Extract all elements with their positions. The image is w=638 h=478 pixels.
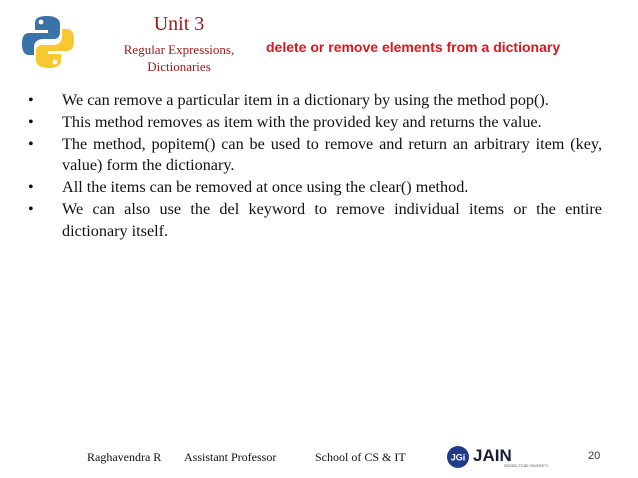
page-number: 20	[588, 450, 601, 462]
bullet-text: All the items can be removed at once using the clear() method.	[62, 178, 469, 197]
bullet-text: We can remove a particular item in a dictionary by using the method pop().	[62, 91, 549, 109]
bullet-marker: •	[28, 112, 34, 131]
footer-author: Raghavendra R	[87, 450, 162, 464]
brand-tagline-text: DEEMED-TO-BE UNIVERSITY	[504, 464, 549, 468]
brand-badge-text: JGi	[450, 452, 466, 463]
bullet-text: This method removes as item with the provided key and returns the value.	[62, 112, 542, 131]
footer-role: Assistant Professor	[184, 450, 277, 464]
footer	[0, 448, 638, 468]
footer-school: School of CS & IT	[315, 450, 406, 464]
unit-subtitle-line1: Regular Expressions,	[123, 42, 235, 57]
unit-subtitle	[100, 41, 258, 75]
bullet-item	[28, 177, 602, 199]
bullet-text: The method, popitem() can be used to remove and return an arbitrary item (key, value) form the dictionary.	[62, 134, 602, 175]
bullet-marker: •	[28, 178, 34, 197]
bullet-marker: •	[28, 91, 34, 109]
brand-name-text: JAIN	[473, 446, 512, 465]
bullet-item	[28, 90, 602, 112]
bullet-item	[28, 112, 602, 134]
bullet-text: We can also use the del keyword to remove individual items or the entire dictionary itself.	[62, 199, 602, 240]
bullet-list	[28, 90, 602, 243]
bullet-marker: •	[28, 199, 34, 218]
bullet-item	[28, 199, 602, 243]
unit-title: Unit 3	[153, 13, 205, 35]
bullet-item	[28, 134, 602, 178]
bullet-marker: •	[28, 134, 34, 153]
jain-university-logo	[446, 445, 549, 469]
python-logo-icon	[18, 12, 78, 72]
unit-subtitle-line2: Dictionaries	[147, 59, 211, 74]
slide-title: delete or remove elements from a dictionary	[266, 39, 561, 55]
